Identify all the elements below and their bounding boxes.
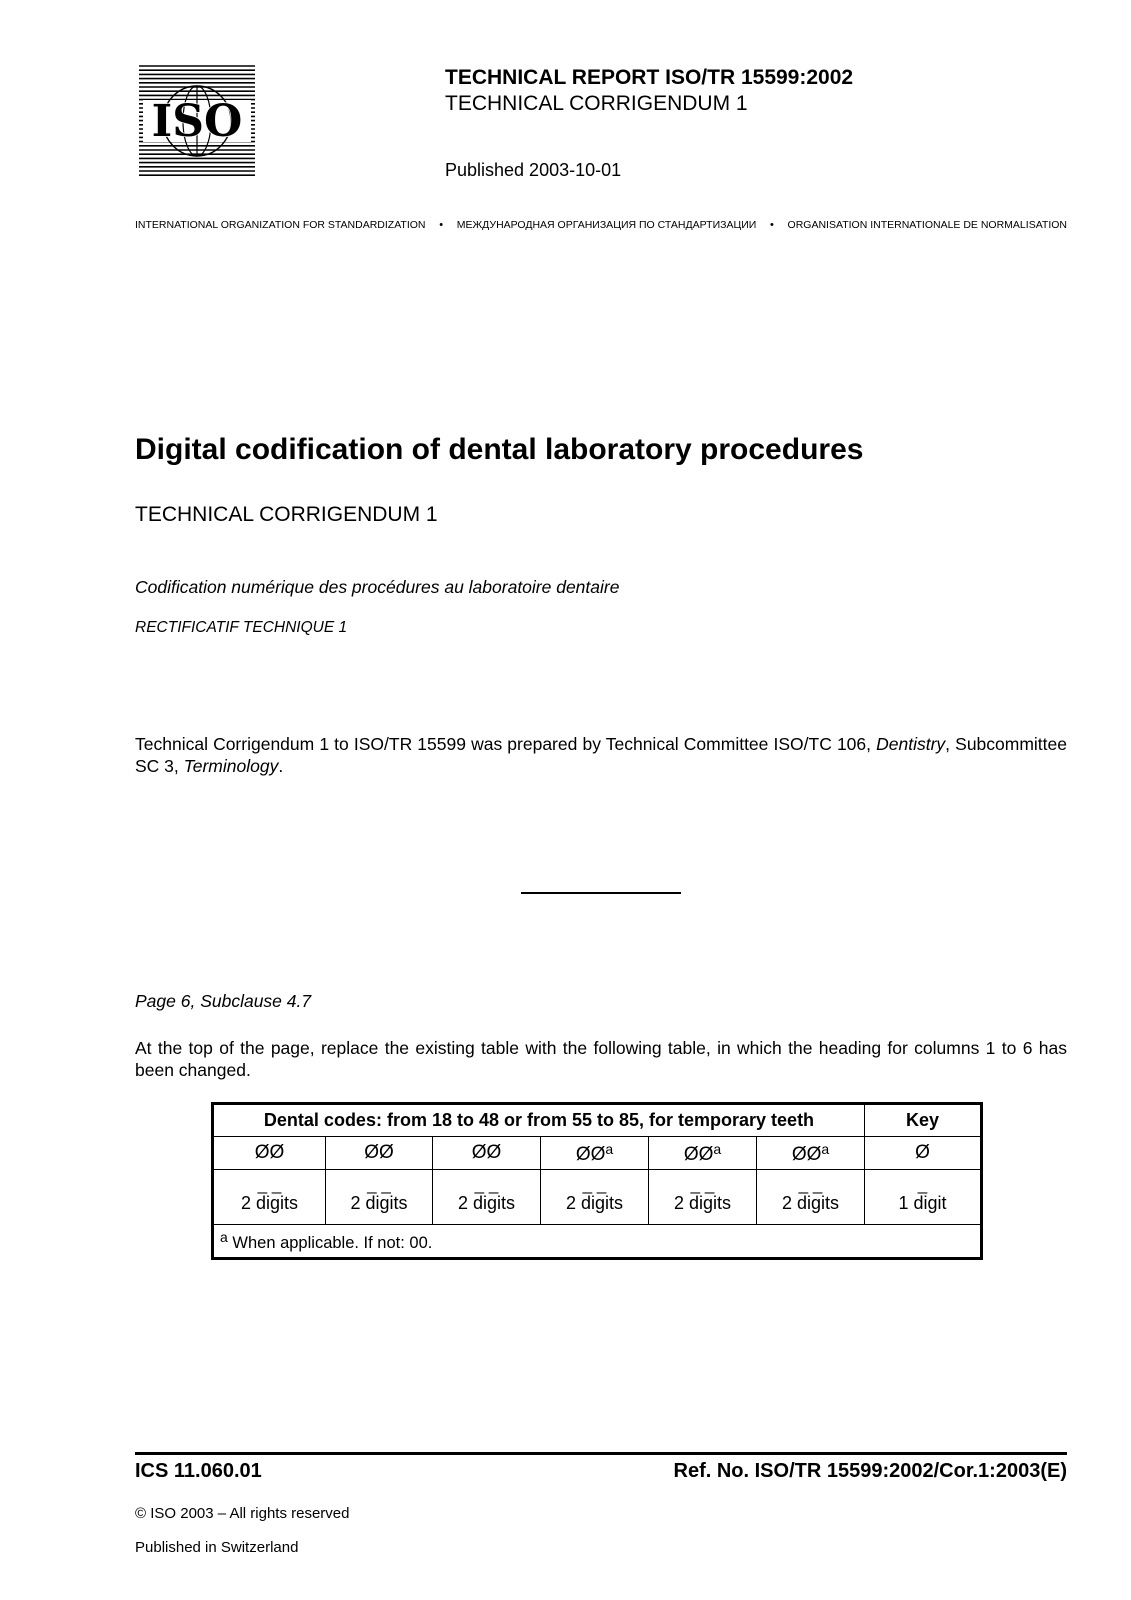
published-in: Published in Switzerland — [135, 1539, 299, 1556]
digit-count: 2 digits — [541, 1193, 649, 1225]
org-name-en: INTERNATIONAL ORGANIZATION FOR STANDARDIZATION — [135, 219, 426, 231]
dental-codes-table — [211, 1102, 983, 1260]
digit-placeholder: _ _ — [433, 1170, 541, 1194]
footnote-marker: a — [220, 1229, 228, 1245]
committee-field: Dentistry — [876, 734, 946, 754]
symbol-glyph: ØØ — [471, 1142, 502, 1163]
symbol-glyph: ØØ — [364, 1142, 394, 1163]
symbol-cell — [757, 1137, 865, 1170]
digit-count: 2 digits — [757, 1193, 865, 1225]
footnote-ref: a — [605, 1140, 614, 1157]
symbol-cell — [213, 1137, 326, 1170]
footnote-ref: a — [713, 1140, 722, 1157]
digit-placeholder: _ _ — [326, 1170, 433, 1194]
corrigendum-label-fr: RECTIFICATIF TECHNIQUE 1 — [135, 619, 348, 636]
subcommittee-field: Terminology — [183, 756, 279, 776]
digit-placeholder: _ _ — [213, 1170, 326, 1194]
digit-placeholder: _ — [865, 1170, 982, 1194]
organization-names — [135, 219, 1067, 231]
table-header-codes: Dental codes: from 18 to 48 or from 55 to 85, for temporary teeth — [213, 1104, 865, 1137]
digit-placeholder: _ _ — [541, 1170, 649, 1194]
digit-count: 2 digits — [433, 1193, 541, 1225]
footnote-ref: a — [821, 1140, 830, 1157]
footer-rule — [135, 1452, 1067, 1455]
report-subtitle: TECHNICAL CORRIGENDUM 1 — [445, 92, 748, 115]
digit-placeholder: _ _ — [757, 1170, 865, 1194]
document-title-fr: Codification numérique des procédures au laboratoire dentaire — [135, 577, 620, 597]
symbol-glyph: ØØ — [254, 1142, 285, 1163]
intro-text-1: Technical Corrigendum 1 to ISO/TR 15599 was prepared by Technical Committee ISO/TC 106, — [135, 734, 877, 754]
publication-date: Published 2003-10-01 — [445, 160, 622, 180]
document-title: Digital codification of dental laboratory procedures — [135, 433, 864, 466]
ics-code: ICS 11.060.01 — [135, 1460, 262, 1482]
copyright-notice: © ISO 2003 – All rights reserved — [135, 1505, 350, 1522]
digit-count: 2 digits — [326, 1193, 433, 1225]
bullet-separator: • — [770, 219, 774, 231]
bullet-separator: • — [439, 219, 444, 231]
intro-paragraph — [135, 733, 1067, 777]
symbol-cell — [541, 1137, 649, 1170]
symbol-glyph: ØØ — [683, 1143, 714, 1165]
digit-count: 2 digits — [213, 1193, 326, 1225]
intro-text-3: . — [278, 756, 284, 776]
symbol-glyph: Ø — [915, 1142, 930, 1163]
org-name-ru: МЕЖДУНАРОДНАЯ ОРГАНИЗАЦИЯ ПО СТАНДАРТИЗАЦИИ — [456, 219, 757, 231]
iso-logo-text: ISO — [151, 96, 243, 147]
corrigendum-label-en: TECHNICAL CORRIGENDUM 1 — [135, 503, 438, 526]
report-title: TECHNICAL REPORT ISO/TR 15599:2002 — [445, 66, 854, 89]
section-divider — [521, 892, 681, 894]
symbol-cell — [433, 1137, 541, 1170]
symbol-glyph: ØØ — [791, 1143, 822, 1165]
page-reference: Page 6, Subclause 4.7 — [135, 991, 312, 1011]
symbol-cell — [326, 1137, 433, 1170]
amendment-instruction: At the top of the page, replace the existing table with the following table, in which the heading for columns 1 to 6 has been changed. — [135, 1038, 1067, 1080]
digit-count: 2 digits — [649, 1193, 757, 1225]
org-name-fr: ORGANISATION INTERNATIONALE DE NORMALISATION — [787, 219, 1067, 231]
symbol-cell — [649, 1137, 757, 1170]
digit-placeholder: _ _ — [649, 1170, 757, 1194]
table-footnote — [213, 1225, 982, 1259]
table-header-key: Key — [865, 1104, 982, 1137]
digit-count: 1 digit — [865, 1193, 982, 1225]
iso-logo — [139, 64, 255, 178]
symbol-glyph: ØØ — [575, 1143, 606, 1165]
footnote-text: When applicable. If not: 00. — [232, 1234, 433, 1252]
symbol-cell — [865, 1137, 982, 1170]
reference-number: Ref. No. ISO/TR 15599:2002/Cor.1:2003(E) — [673, 1460, 1067, 1482]
intro-text-2: , Subcommittee SC 3, — [135, 734, 1067, 776]
